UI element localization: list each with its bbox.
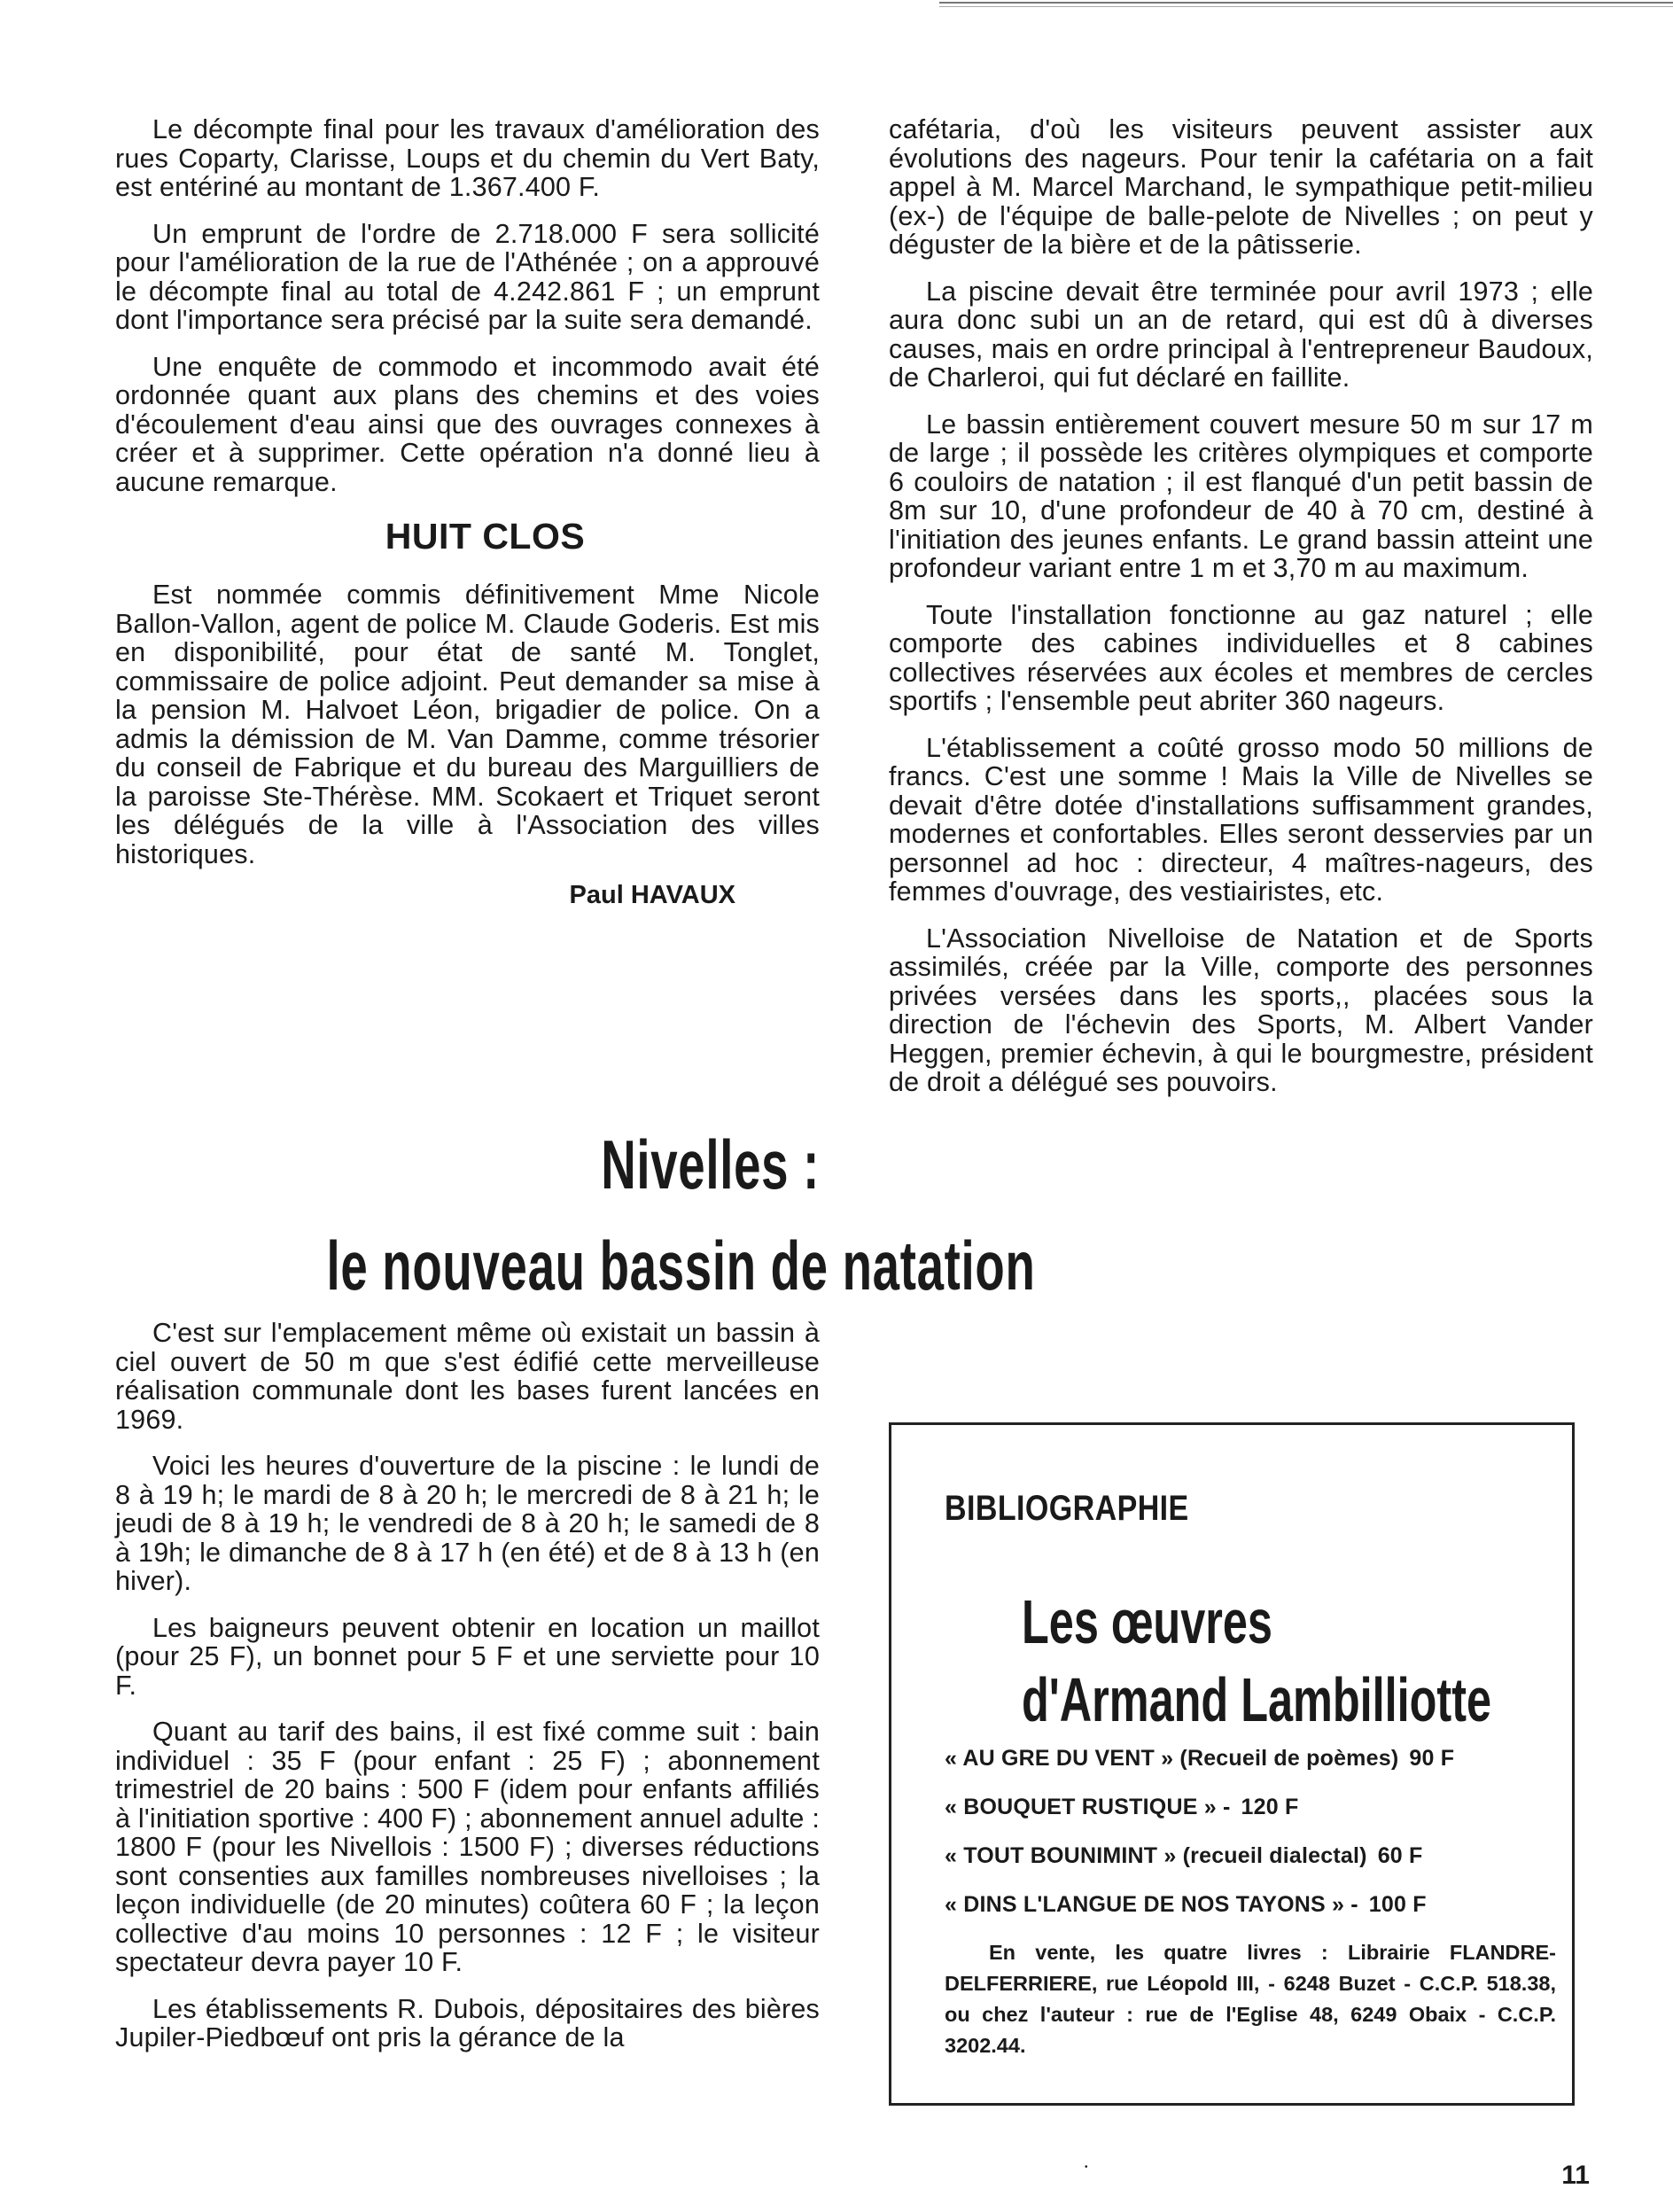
paragraph: Est nommée commis définitivement Mme Nicole Ballon-Vallon, agent de police M. Claude Goderis. Est mis en disponibilité, pour état de santé M. Tonglet, commissaire de police adjoint. Peut demander sa mise à la pension M. Halvoet Léon, brigadier de police. On a admis la démission de M. Van Damme, comme trésorier du conseil de Fabrique et du bureau des Marguilliers de la paroisse Ste-Thérèse. MM. Scokaert et Triquet seront les délégués de la ville à l'Association des villes historiques. (115, 580, 820, 869)
book-title: « AU GRE DU VENT » (Recueil de poèmes) (945, 1746, 1399, 1771)
book-title: « DINS L'LANGUE DE NOS TAYONS » - (945, 1892, 1358, 1917)
list-item (945, 1746, 1529, 1772)
paragraph: L'établissement a coûté grosso modo 50 millions de francs. C'est une somme ! Mais la Ville de Nivelles se devait d'être dotée d'installations suffisamment grandes, modernes et confortables. Elles seront desservies par un personnel ad hoc : directeur, 4 maîtres-nageurs, des femmes d'ouvrage, des vestiairistes, etc. (889, 732, 1593, 907)
list-item (945, 1843, 1529, 1869)
list-item (945, 1892, 1529, 1918)
paragraph: Toute l'installation fonctionne au gaz naturel ; elle comporte des cabines individuelles et 8 cabines collectives réservées aux écoles et membres de cercles sportifs ; l'ensemble peut abriter 360 nageurs. (889, 599, 1593, 716)
top-rule (939, 2, 1673, 7)
book-title: « BOUQUET RUSTIQUE » - (945, 1795, 1231, 1819)
article-title-line2: le nouveau bassin de natation (326, 1227, 1036, 1305)
bibliographie-box (889, 1422, 1575, 2106)
page-number: 11 (1561, 2161, 1590, 2190)
book-price: 100 F (1368, 1892, 1427, 1917)
bibliographie-title (1022, 1583, 1491, 1739)
paragraph: L'Association Nivelloise de Natation et de Sports assimilés, créée par la Ville, comporte des personnes privées versées dans les sports,, placées sous la direction de l'échevin des Sports, M. Albert Vander Heggen, premier échevin, à qui le bourgmestre, président de droit a délégué ses pouvoirs. (889, 923, 1593, 1097)
paragraph: C'est sur l'emplacement même où existait un bassin à ciel ouvert de 50 m que s'est édifié cette merveilleuse réalisation communale dont les bases furent lancées en 1969. (115, 1318, 820, 1435)
print-dot: • (1085, 2162, 1088, 2172)
right-column (889, 115, 1593, 1115)
bibliographie-list (945, 1746, 1529, 1941)
left-column-article (115, 1319, 820, 2070)
bibliographie-title-line2: d'Armand Lambilliotte (1022, 1665, 1492, 1734)
paragraph: Le décompte final pour les travaux d'amélioration des rues Coparty, Clarisse, Loups et du chemin du Vert Baty, est entériné au montant de 1.367.400 F. (115, 114, 820, 202)
paragraph: Le bassin entièrement couvert mesure 50 m sur 17 m de large ; il possède les critères olympiques et comporte 6 couloirs de natation ; il est flanqué d'un petit bassin de 8m sur 10, d'une profondeur de 40 à 70 cm, destiné à l'initiation des jeunes enfants. Le grand bassin atteint une profondeur variant entre 1 m et 3,70 m au maximum. (889, 409, 1593, 583)
bibliographie-title-line1: Les œuvres (1022, 1587, 1272, 1656)
list-item (945, 1795, 1529, 1820)
paragraph: Les établissements R. Dubois, dépositaires des bières Jupiler-Piedbœuf ont pris la gérance de la (115, 1993, 820, 2052)
author-signature: Paul HAVAUX (569, 881, 735, 909)
article-title (115, 1125, 1036, 1305)
bibliographie-sales-note: En vente, les quatre livres : Librairie FLANDRE-DELFERRIERE, rue Léopold III, - 6248 Buzet - C.C.P. 518.38, ou chez l'auteur : rue de l'Eglise 48, 6249 Obaix - C.C.P. 3202.44. (945, 1941, 1556, 2057)
paragraph-continuation: cafétaria, d'où les visiteurs peuvent assister aux évolutions des nageurs. Pour tenir la cafétaria on a fait appel à M. Marcel Marchand, le sympathique petit-milieu (ex-) de l'équipe de balle-pelote de Nivelles ; on peut y déguster de la bière et de la pâtisserie. (889, 114, 1593, 260)
paragraph: Une enquête de commodo et incommodo avait été ordonnée quant aux plans des chemins et des voies d'écoulement d'eau ainsi que des ouvrages connexes à créer et à supprimer. Cette opération n'a donné lieu à aucune remarque. (115, 351, 820, 497)
paragraph: Un emprunt de l'ordre de 2.718.000 F sera sollicité pour l'amélioration de la rue de l'Athénée ; on a approuvé le décompte final au total de 4.242.861 F ; un emprunt dont l'importance sera précisé par la suite sera demandé. (115, 218, 820, 335)
article-title-line1: Nivelles : (601, 1125, 820, 1203)
book-price: 60 F (1377, 1843, 1423, 1868)
paragraph: Les baigneurs peuvent obtenir en location un maillot (pour 25 F), un bonnet pour 5 F et une serviette pour 10 F. (115, 1612, 820, 1701)
left-column-top (115, 115, 820, 910)
paragraph: La piscine devait être terminée pour avril 1973 ; elle aura donc subi un an de retard, qui est dû à diverses causes, mais en ordre principal à l'entrepreneur Baudoux, de Charleroi, qui fut déclaré en faillite. (889, 276, 1593, 393)
book-title: « TOUT BOUNIMINT » (recueil dialectal) (945, 1843, 1367, 1868)
section-heading-huit-clos: HUIT CLOS (385, 516, 586, 557)
paragraph: Quant au tarif des bains, il est fixé comme suit : bain individuel : 35 F (pour enfant : 25 F) ; abonnement trimestriel de 20 bains : 500 F (idem pour enfants affiliés à l'initiation sportive : 400 F) ; abonnement annuel adulte : 1800 F (pour les Nivellois : 1500 F) ; diverses réductions sont consenties aux familles nombreuses nivelloises ; la leçon individuelle (de 20 minutes) coûtera 60 F ; la leçon collective d'au moins 10 personnes : 12 F ; le visiteur spectateur devra payer 10 F. (115, 1717, 820, 1977)
paragraph: Voici les heures d'ouverture de la piscine : le lundi de 8 à 19 h; le mardi de 8 à 20 h; le mercredi de 8 à 21 h; le jeudi de 8 à 19 h; le vendredi de 8 à 20 h; le samedi de 8 à 19h; le dimanche de 8 à 17 h (en été) et de 8 à 13 h (en hiver). (115, 1451, 820, 1596)
book-price: 90 F (1409, 1746, 1455, 1771)
bibliographie-label: BIBLIOGRAPHIE (945, 1489, 1189, 1528)
book-price: 120 F (1241, 1795, 1299, 1819)
